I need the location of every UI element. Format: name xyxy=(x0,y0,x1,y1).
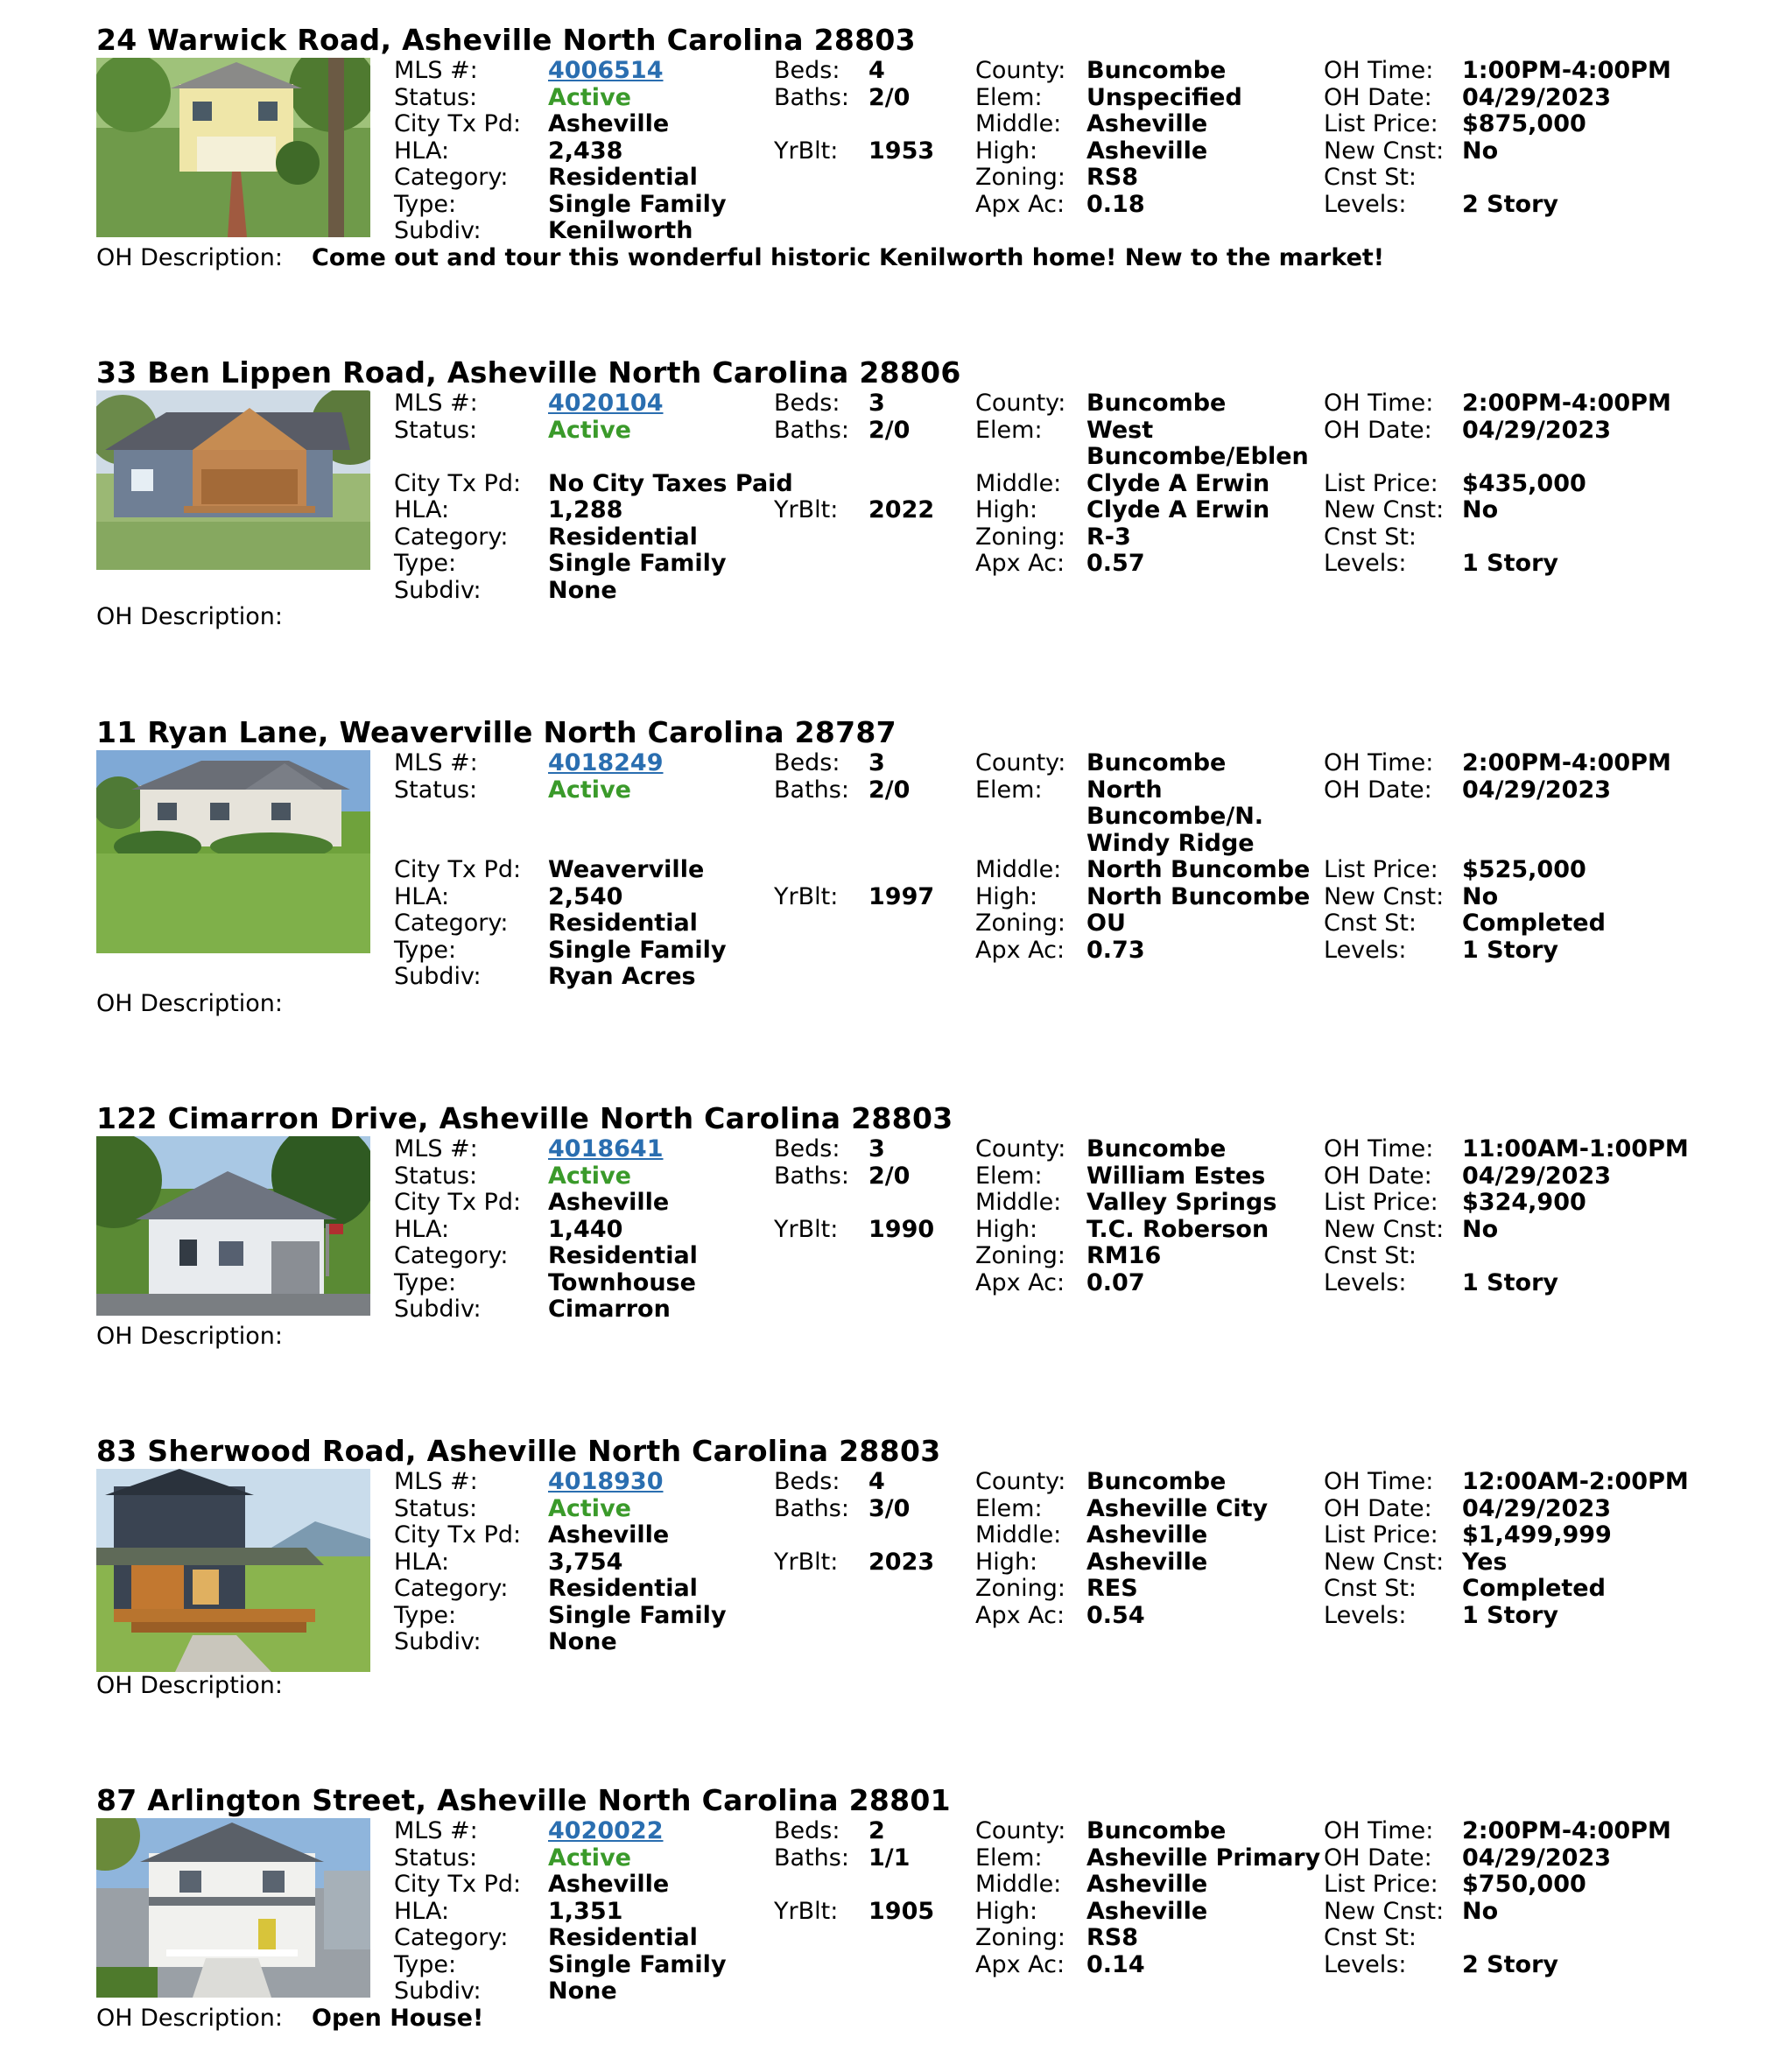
listing-address: 122 Cimarron Drive, Asheville North Carolina 28803 xyxy=(96,1101,953,1135)
middle-value: Clyde A Erwin xyxy=(1086,469,1270,497)
elem-label: Elem: xyxy=(975,416,1043,444)
status-label: Status: xyxy=(394,1494,478,1522)
hla-value: 2,438 xyxy=(548,137,623,165)
city-tx-label: City Tx Pd: xyxy=(394,856,522,883)
yrblt-label: YrBlt: xyxy=(774,1215,839,1243)
city-tx-value: No City Taxes Paid xyxy=(548,469,793,497)
status-value: Active xyxy=(548,1494,631,1522)
mls-label: MLS #: xyxy=(394,1817,478,1844)
new-cnst-value: No xyxy=(1462,496,1499,523)
beds-value: 3 xyxy=(868,1135,885,1162)
type-value: Single Family xyxy=(548,1601,727,1629)
oh-date-label: OH Date: xyxy=(1324,1494,1432,1522)
status-value: Active xyxy=(548,83,631,111)
middle-value: Asheville xyxy=(1086,1521,1208,1549)
subdiv-value: Kenilworth xyxy=(548,217,693,244)
levels-label: Levels: xyxy=(1324,1268,1407,1296)
house-photo xyxy=(96,750,370,953)
high-label: High: xyxy=(975,1897,1038,1925)
status-value: Active xyxy=(548,1844,631,1872)
middle-label: Middle: xyxy=(975,1871,1062,1898)
mls-label: MLS #: xyxy=(394,749,478,776)
type-label: Type: xyxy=(394,1601,457,1629)
high-value: Clyde A Erwin xyxy=(1086,496,1270,523)
listing-address: 87 Arlington Street, Asheville North Carolina 28801 xyxy=(96,1783,951,1817)
baths-value: 2/0 xyxy=(868,83,911,111)
category-value: Residential xyxy=(548,1924,698,1951)
beds-label: Beds: xyxy=(774,749,840,776)
beds-value: 3 xyxy=(868,749,885,776)
listing-address: 24 Warwick Road, Asheville North Carolina 28803 xyxy=(96,23,916,57)
zoning-label: Zoning: xyxy=(975,1924,1065,1951)
subdiv-label: Subdiv: xyxy=(394,1977,482,2005)
new-cnst-value: No xyxy=(1462,1215,1499,1243)
county-label: County: xyxy=(975,1817,1066,1844)
type-value: Single Family xyxy=(548,1950,727,1978)
mls-number-link[interactable]: 4006514 xyxy=(548,57,664,84)
type-label: Type: xyxy=(394,936,457,964)
beds-label: Beds: xyxy=(774,57,840,84)
baths-value: 3/0 xyxy=(868,1494,911,1522)
category-value: Residential xyxy=(548,1242,698,1269)
yrblt-label: YrBlt: xyxy=(774,882,839,910)
status-label: Status: xyxy=(394,776,478,804)
middle-label: Middle: xyxy=(975,856,1062,883)
cnst-st-label: Cnst St: xyxy=(1324,164,1417,191)
mls-label: MLS #: xyxy=(394,1135,478,1162)
elem-value-line-2: Buncombe/Eblen xyxy=(1086,443,1309,470)
beds-label: Beds: xyxy=(774,1468,840,1495)
oh-date-value: 04/29/2023 xyxy=(1462,1494,1612,1522)
levels-label: Levels: xyxy=(1324,190,1407,218)
listing-address: 83 Sherwood Road, Asheville North Carolina 28803 xyxy=(96,1434,941,1468)
subdiv-value: None xyxy=(548,1628,617,1655)
mls-number-link[interactable]: 4018930 xyxy=(548,1468,664,1495)
yrblt-value: 1990 xyxy=(868,1215,935,1243)
oh-time-value: 12:00AM-2:00PM xyxy=(1462,1468,1689,1495)
city-tx-label: City Tx Pd: xyxy=(394,469,522,497)
hla-value: 1,351 xyxy=(548,1897,623,1925)
elem-value: William Estes xyxy=(1086,1162,1266,1190)
list-price-label: List Price: xyxy=(1324,856,1438,883)
new-cnst-value: No xyxy=(1462,137,1499,165)
type-value: Single Family xyxy=(548,936,727,964)
apx-ac-label: Apx Ac: xyxy=(975,190,1065,218)
oh-time-label: OH Time: xyxy=(1324,749,1434,776)
oh-date-value: 04/29/2023 xyxy=(1462,1162,1612,1190)
middle-label: Middle: xyxy=(975,1521,1062,1549)
county-label: County: xyxy=(975,749,1066,776)
hla-value: 1,440 xyxy=(548,1215,623,1243)
mls-number-link[interactable]: 4020022 xyxy=(548,1817,664,1844)
hla-label: HLA: xyxy=(394,496,450,523)
list-price-label: List Price: xyxy=(1324,1871,1438,1898)
list-price-value: $435,000 xyxy=(1462,469,1586,497)
type-value: Single Family xyxy=(548,190,727,218)
middle-value: North Buncombe xyxy=(1086,856,1311,883)
middle-value: Asheville xyxy=(1086,110,1208,137)
apx-ac-value: 0.54 xyxy=(1086,1601,1145,1629)
oh-description-label: OH Description: xyxy=(96,1672,284,1699)
list-price-value: $525,000 xyxy=(1462,856,1586,883)
oh-description-label: OH Description: xyxy=(96,243,284,271)
oh-description-label: OH Description: xyxy=(96,1322,284,1350)
high-value: Asheville xyxy=(1086,1897,1208,1925)
type-value: Townhouse xyxy=(548,1268,696,1296)
beds-value: 4 xyxy=(868,1468,885,1495)
new-cnst-label: New Cnst: xyxy=(1324,496,1445,523)
baths-value: 1/1 xyxy=(868,1844,911,1872)
apx-ac-value: 0.57 xyxy=(1086,550,1145,577)
county-value: Buncombe xyxy=(1086,390,1227,417)
cnst-st-value: Completed xyxy=(1462,1575,1606,1602)
oh-date-value: 04/29/2023 xyxy=(1462,1844,1612,1872)
cnst-st-label: Cnst St: xyxy=(1324,910,1417,937)
oh-date-value: 04/29/2023 xyxy=(1462,83,1612,111)
new-cnst-label: New Cnst: xyxy=(1324,882,1445,910)
yrblt-value: 2023 xyxy=(868,1548,935,1576)
list-price-label: List Price: xyxy=(1324,1189,1438,1216)
high-value: Asheville xyxy=(1086,1548,1208,1576)
oh-time-value: 2:00PM-4:00PM xyxy=(1462,749,1671,776)
status-label: Status: xyxy=(394,1844,478,1872)
type-label: Type: xyxy=(394,1950,457,1978)
baths-label: Baths: xyxy=(774,83,849,111)
city-tx-value: Asheville xyxy=(548,110,670,137)
zoning-label: Zoning: xyxy=(975,523,1065,551)
oh-description-value: Open House! xyxy=(312,2004,484,2032)
baths-label: Baths: xyxy=(774,1844,849,1872)
oh-time-value: 11:00AM-1:00PM xyxy=(1462,1135,1689,1162)
category-label: Category: xyxy=(394,1575,509,1602)
cnst-st-label: Cnst St: xyxy=(1324,523,1417,551)
house-photo xyxy=(96,1818,370,1998)
high-label: High: xyxy=(975,496,1038,523)
category-value: Residential xyxy=(548,523,698,551)
oh-description-label: OH Description: xyxy=(96,989,284,1017)
city-tx-value: Asheville xyxy=(548,1189,670,1216)
category-label: Category: xyxy=(394,1242,509,1269)
oh-time-label: OH Time: xyxy=(1324,1817,1434,1844)
city-tx-value: Asheville xyxy=(548,1521,670,1549)
oh-date-label: OH Date: xyxy=(1324,83,1432,111)
status-value: Active xyxy=(548,1162,631,1190)
mls-number-link[interactable]: 4018249 xyxy=(548,749,664,776)
list-price-value: $1,499,999 xyxy=(1462,1521,1612,1549)
elem-value: Asheville Primary xyxy=(1086,1844,1321,1872)
hla-value: 1,288 xyxy=(548,496,623,523)
status-value: Active xyxy=(548,416,631,444)
zoning-label: Zoning: xyxy=(975,164,1065,191)
levels-label: Levels: xyxy=(1324,936,1407,964)
city-tx-label: City Tx Pd: xyxy=(394,1189,522,1216)
elem-value-line-2: Buncombe/N. xyxy=(1086,803,1264,830)
subdiv-value: Ryan Acres xyxy=(548,963,696,990)
mls-number-link[interactable]: 4018641 xyxy=(548,1135,664,1162)
status-label: Status: xyxy=(394,83,478,111)
apx-ac-label: Apx Ac: xyxy=(975,1950,1065,1978)
subdiv-label: Subdiv: xyxy=(394,1296,482,1323)
elem-value-line-3: Windy Ridge xyxy=(1086,829,1255,857)
subdiv-label: Subdiv: xyxy=(394,1628,482,1655)
city-tx-label: City Tx Pd: xyxy=(394,1521,522,1549)
cnst-st-value: Completed xyxy=(1462,910,1606,937)
apx-ac-value: 0.73 xyxy=(1086,936,1145,964)
oh-time-label: OH Time: xyxy=(1324,1468,1434,1495)
house-photo xyxy=(96,390,370,570)
high-value: T.C. Roberson xyxy=(1086,1215,1269,1243)
baths-value: 2/0 xyxy=(868,1162,911,1190)
subdiv-label: Subdiv: xyxy=(394,963,482,990)
yrblt-label: YrBlt: xyxy=(774,496,839,523)
elem-value: Unspecified xyxy=(1086,83,1242,111)
status-value: Active xyxy=(548,776,631,804)
category-value: Residential xyxy=(548,910,698,937)
county-label: County: xyxy=(975,390,1066,417)
new-cnst-label: New Cnst: xyxy=(1324,1215,1445,1243)
city-tx-label: City Tx Pd: xyxy=(394,1871,522,1898)
levels-label: Levels: xyxy=(1324,1950,1407,1978)
oh-time-value: 2:00PM-4:00PM xyxy=(1462,390,1671,417)
oh-date-value: 04/29/2023 xyxy=(1462,416,1612,444)
list-price-value: $875,000 xyxy=(1462,110,1586,137)
category-label: Category: xyxy=(394,164,509,191)
baths-value: 2/0 xyxy=(868,416,911,444)
hla-label: HLA: xyxy=(394,882,450,910)
levels-value: 1 Story xyxy=(1462,550,1559,577)
levels-value: 1 Story xyxy=(1462,936,1559,964)
house-photo xyxy=(96,1136,370,1316)
cnst-st-label: Cnst St: xyxy=(1324,1575,1417,1602)
subdiv-value: Cimarron xyxy=(548,1296,671,1323)
listing-address: 11 Ryan Lane, Weaverville North Carolina 28787 xyxy=(96,715,897,749)
apx-ac-label: Apx Ac: xyxy=(975,936,1065,964)
baths-label: Baths: xyxy=(774,1162,849,1190)
new-cnst-value: No xyxy=(1462,1897,1499,1925)
yrblt-value: 1953 xyxy=(868,137,935,165)
oh-date-label: OH Date: xyxy=(1324,416,1432,444)
apx-ac-value: 0.14 xyxy=(1086,1950,1145,1978)
oh-date-value: 04/29/2023 xyxy=(1462,776,1612,804)
high-label: High: xyxy=(975,1215,1038,1243)
mls-label: MLS #: xyxy=(394,390,478,417)
baths-value: 2/0 xyxy=(868,776,911,804)
apx-ac-value: 0.07 xyxy=(1086,1268,1145,1296)
category-label: Category: xyxy=(394,910,509,937)
new-cnst-label: New Cnst: xyxy=(1324,1897,1445,1925)
apx-ac-label: Apx Ac: xyxy=(975,1601,1065,1629)
listing-address: 33 Ben Lippen Road, Asheville North Carolina 28806 xyxy=(96,355,961,390)
beds-value: 2 xyxy=(868,1817,885,1844)
high-label: High: xyxy=(975,137,1038,165)
zoning-label: Zoning: xyxy=(975,1575,1065,1602)
type-label: Type: xyxy=(394,190,457,218)
yrblt-value: 1997 xyxy=(868,882,935,910)
yrblt-label: YrBlt: xyxy=(774,1897,839,1925)
hla-label: HLA: xyxy=(394,1215,450,1243)
elem-label: Elem: xyxy=(975,1162,1043,1190)
apx-ac-value: 0.18 xyxy=(1086,190,1145,218)
county-value: Buncombe xyxy=(1086,1817,1227,1844)
new-cnst-value: No xyxy=(1462,882,1499,910)
house-photo xyxy=(96,58,370,237)
status-label: Status: xyxy=(394,416,478,444)
category-value: Residential xyxy=(548,1575,698,1602)
apx-ac-label: Apx Ac: xyxy=(975,1268,1065,1296)
oh-time-label: OH Time: xyxy=(1324,390,1434,417)
category-value: Residential xyxy=(548,164,698,191)
elem-label: Elem: xyxy=(975,776,1043,804)
levels-value: 1 Story xyxy=(1462,1268,1559,1296)
oh-date-label: OH Date: xyxy=(1324,776,1432,804)
elem-value: Asheville City xyxy=(1086,1494,1269,1522)
new-cnst-value: Yes xyxy=(1462,1548,1508,1576)
county-value: Buncombe xyxy=(1086,57,1227,84)
elem-label: Elem: xyxy=(975,1494,1043,1522)
hla-value: 3,754 xyxy=(548,1548,623,1576)
zoning-label: Zoning: xyxy=(975,910,1065,937)
elem-label: Elem: xyxy=(975,1844,1043,1872)
cnst-st-label: Cnst St: xyxy=(1324,1924,1417,1951)
category-label: Category: xyxy=(394,1924,509,1951)
high-value: North Buncombe xyxy=(1086,882,1311,910)
zoning-value: RM16 xyxy=(1086,1242,1162,1269)
oh-date-label: OH Date: xyxy=(1324,1844,1432,1872)
zoning-value: RES xyxy=(1086,1575,1138,1602)
zoning-value: RS8 xyxy=(1086,164,1139,191)
new-cnst-label: New Cnst: xyxy=(1324,137,1445,165)
beds-value: 4 xyxy=(868,57,885,84)
elem-label: Elem: xyxy=(975,83,1043,111)
zoning-label: Zoning: xyxy=(975,1242,1065,1269)
county-value: Buncombe xyxy=(1086,1468,1227,1495)
list-price-value: $750,000 xyxy=(1462,1871,1586,1898)
list-price-label: List Price: xyxy=(1324,110,1438,137)
mls-label: MLS #: xyxy=(394,1468,478,1495)
list-price-label: List Price: xyxy=(1324,469,1438,497)
apx-ac-label: Apx Ac: xyxy=(975,550,1065,577)
subdiv-label: Subdiv: xyxy=(394,576,482,604)
levels-label: Levels: xyxy=(1324,1601,1407,1629)
city-tx-value: Weaverville xyxy=(548,856,705,883)
high-label: High: xyxy=(975,882,1038,910)
zoning-value: OU xyxy=(1086,910,1126,937)
high-value: Asheville xyxy=(1086,137,1208,165)
beds-value: 3 xyxy=(868,390,885,417)
middle-label: Middle: xyxy=(975,469,1062,497)
list-price-label: List Price: xyxy=(1324,1521,1438,1549)
oh-time-label: OH Time: xyxy=(1324,1135,1434,1162)
mls-number-link[interactable]: 4020104 xyxy=(548,390,664,417)
beds-label: Beds: xyxy=(774,1817,840,1844)
cnst-st-label: Cnst St: xyxy=(1324,1242,1417,1269)
baths-label: Baths: xyxy=(774,416,849,444)
hla-label: HLA: xyxy=(394,1897,450,1925)
elem-value: North xyxy=(1086,776,1163,804)
subdiv-value: None xyxy=(548,576,617,604)
levels-value: 2 Story xyxy=(1462,1950,1559,1978)
oh-description-label: OH Description: xyxy=(96,2004,284,2032)
city-tx-label: City Tx Pd: xyxy=(394,110,522,137)
baths-label: Baths: xyxy=(774,776,849,804)
city-tx-value: Asheville xyxy=(548,1871,670,1898)
yrblt-label: YrBlt: xyxy=(774,1548,839,1576)
oh-time-value: 1:00PM-4:00PM xyxy=(1462,57,1671,84)
house-photo xyxy=(96,1469,370,1672)
hla-label: HLA: xyxy=(394,1548,450,1576)
hla-label: HLA: xyxy=(394,137,450,165)
subdiv-value: None xyxy=(548,1977,617,2005)
mls-label: MLS #: xyxy=(394,57,478,84)
type-label: Type: xyxy=(394,1268,457,1296)
middle-label: Middle: xyxy=(975,110,1062,137)
hla-value: 2,540 xyxy=(548,882,623,910)
list-price-value: $324,900 xyxy=(1462,1189,1586,1216)
levels-value: 1 Story xyxy=(1462,1601,1559,1629)
beds-label: Beds: xyxy=(774,390,840,417)
subdiv-label: Subdiv: xyxy=(394,217,482,244)
oh-description-label: OH Description: xyxy=(96,603,284,630)
status-label: Status: xyxy=(394,1162,478,1190)
zoning-value: R-3 xyxy=(1086,523,1131,551)
middle-value: Asheville xyxy=(1086,1871,1208,1898)
type-value: Single Family xyxy=(548,550,727,577)
zoning-value: RS8 xyxy=(1086,1924,1139,1951)
county-value: Buncombe xyxy=(1086,749,1227,776)
oh-date-label: OH Date: xyxy=(1324,1162,1432,1190)
yrblt-value: 2022 xyxy=(868,496,935,523)
baths-label: Baths: xyxy=(774,1494,849,1522)
county-label: County: xyxy=(975,1468,1066,1495)
yrblt-label: YrBlt: xyxy=(774,137,839,165)
county-value: Buncombe xyxy=(1086,1135,1227,1162)
middle-value: Valley Springs xyxy=(1086,1189,1277,1216)
type-label: Type: xyxy=(394,550,457,577)
oh-time-value: 2:00PM-4:00PM xyxy=(1462,1817,1671,1844)
category-label: Category: xyxy=(394,523,509,551)
high-label: High: xyxy=(975,1548,1038,1576)
new-cnst-label: New Cnst: xyxy=(1324,1548,1445,1576)
yrblt-value: 1905 xyxy=(868,1897,935,1925)
beds-label: Beds: xyxy=(774,1135,840,1162)
levels-value: 2 Story xyxy=(1462,190,1559,218)
middle-label: Middle: xyxy=(975,1189,1062,1216)
county-label: County: xyxy=(975,57,1066,84)
county-label: County: xyxy=(975,1135,1066,1162)
levels-label: Levels: xyxy=(1324,550,1407,577)
oh-time-label: OH Time: xyxy=(1324,57,1434,84)
elem-value: West xyxy=(1086,416,1154,444)
oh-description-value: Come out and tour this wonderful historic Kenilworth home! New to the market! xyxy=(312,243,1385,271)
